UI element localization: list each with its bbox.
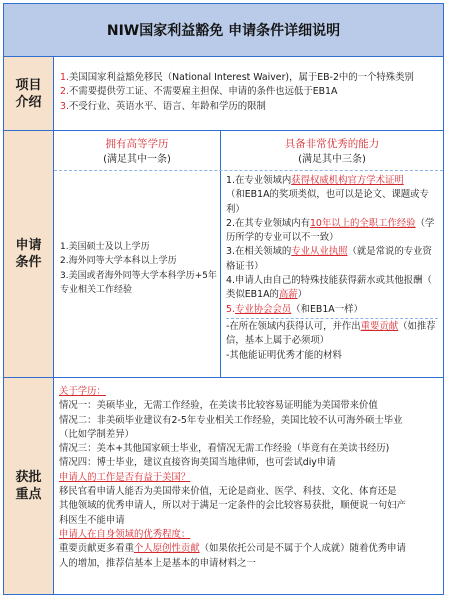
- ability-4-suffix: ）: [297, 289, 308, 301]
- conditions-label-line1: 申请: [15, 238, 42, 253]
- ability-3-line1: [226, 245, 440, 259]
- education-case-2: 情况二：非美硕毕业建议有2-5年专业相关工作经验，美国比较不认可海外硕士毕业: [59, 414, 403, 426]
- benefit-line-3: 科医生不能申请: [59, 514, 125, 526]
- exceptional-ability-heading: 具备非常优秀的能力: [284, 138, 380, 150]
- excellence-line-1: [59, 542, 442, 556]
- intro-content: [60, 71, 440, 114]
- education-case-4: 情况四：博士毕业，建议直接咨询美国当地律师，也可尝试diy申请: [59, 457, 336, 469]
- ability-1-line3: 利）: [226, 203, 245, 215]
- key-label-line2: 重点: [15, 487, 42, 502]
- higher-education-heading: 拥有高等学历: [105, 138, 169, 150]
- ability-1-line2: （和EB1A的奖项类似，也可以是论文、课题或专: [226, 189, 429, 201]
- education-item-3: 3.美国或者海外同等大学本科学历+5年: [60, 270, 217, 281]
- benefit-line-1: 移民官看申请人能否为美国带来价值，无论是商业、医学、科技、文化、体育还是: [59, 486, 397, 498]
- ability-5-line1: [226, 303, 440, 317]
- ability-4-line2: [226, 288, 440, 302]
- education-item-1: 1.美国硕士及以上学历: [60, 242, 150, 252]
- ability-list: [226, 174, 440, 317]
- conditions-column-divider: [220, 131, 221, 377]
- divider-intro: [4, 130, 443, 131]
- conditions-label-line2: 条件: [15, 255, 42, 270]
- intro-item-3-text: 不受行业、英语水平、语言、年龄和学历的限制: [68, 100, 266, 112]
- intro-label-line2: 介绍: [15, 94, 42, 110]
- ability-6-line2: 信，基本上属于必须项）: [226, 335, 330, 347]
- ability-extra-divider: [226, 318, 438, 319]
- key-content: [59, 385, 442, 571]
- ability-2-suffix: （学: [415, 217, 435, 229]
- ability-4-line1: 4.申请人由自己的特殊技能获得薪水或其他报酬（: [226, 275, 432, 287]
- divider-conditions: [4, 377, 443, 378]
- left-column-header: [54, 137, 220, 167]
- ability-5-highlight: 专业协会会员: [234, 303, 292, 315]
- key-label: [4, 378, 54, 594]
- key-label-line1: 获批: [15, 470, 42, 485]
- intro-item-3-num: 3.: [60, 100, 69, 112]
- conditions-header-divider: [54, 170, 443, 171]
- intro-item-2-num: 2.: [60, 86, 69, 98]
- excellence-title: 申请人在自身领域的优秀程度：: [59, 528, 191, 540]
- ability-3-suffix: （就是常说的专业资: [347, 246, 432, 258]
- education-list: [60, 240, 218, 297]
- intro-label-line1: 项目: [15, 77, 42, 93]
- ability-3-prefix: 3.在相关领域的: [226, 246, 292, 258]
- intro-item-3: [60, 100, 440, 114]
- ability-4-prefix: 类似EB1A的: [226, 289, 279, 301]
- excellence-prefix: 重要贡献更多看重: [59, 543, 135, 555]
- ability-extra-list: [226, 320, 440, 363]
- education-case-1: 情况一：美硕毕业，无需工作经验，在美读书比较容易证明能为美国带来价值: [59, 400, 378, 412]
- intro-item-1-text: 美国国家利益豁免移民（National Interest Waiver)，属于EB-2中的一个特殊类别: [68, 72, 414, 83]
- ability-6-prefix: -在所在领域内获得认可，并作出: [226, 321, 361, 332]
- benefit-title: 申请人的工作是否有益于美国？: [59, 471, 191, 483]
- ability-3-line2: 格证书）: [226, 260, 264, 272]
- ability-5-num: 5.: [226, 303, 235, 315]
- excellence-highlight: 个人原创性贡献: [134, 543, 200, 555]
- ability-6-highlight: 重要贡献: [360, 321, 399, 332]
- requirements-sheet: [3, 3, 444, 595]
- education-item-3-cont: 专业相关工作经验: [60, 284, 133, 295]
- page-title: NIW国家利益豁免 申请条件详细说明: [4, 4, 443, 57]
- intro-label: [4, 57, 54, 130]
- ability-2-line2: 历所学的专业可以不一致）: [226, 232, 339, 244]
- ability-2-prefix: 2.在其专业领域内有: [226, 217, 310, 229]
- intro-item-1: [60, 71, 440, 85]
- ability-6-suffix: （如推荐: [398, 321, 436, 332]
- ability-2-highlight: 10年以上的全职工作经验: [309, 217, 416, 229]
- ability-1-prefix: 1.在专业领域内: [226, 175, 292, 186]
- ability-4-highlight: 高薪: [278, 289, 298, 301]
- education-item-2: 2.海外同等大学本科以上学历: [60, 256, 177, 267]
- intro-item-1-num: 1.: [60, 72, 69, 83]
- ability-2-line1: [226, 217, 440, 231]
- benefit-line-2: 其他领域的优秀申请人，所以对于满足一定条件的会比较容易获批，顺便说一句妇产: [59, 500, 406, 512]
- higher-education-subheading: (满足其中一条): [103, 154, 171, 165]
- education-case-3: 情况三：美本+其他国家硕士毕业，看情况无需工作经验（毕竟有在美读书经历): [59, 443, 390, 455]
- ability-3-highlight: 专业从业执照: [291, 246, 348, 258]
- ability-6-line1: [226, 320, 440, 334]
- ability-7: -其他能证明优秀才能的材料: [226, 349, 342, 361]
- right-column-header: [221, 137, 443, 167]
- excellence-line-2: 人的增加，推荐信基本上是基本的申请材料之一: [59, 557, 256, 569]
- conditions-label: [4, 131, 54, 377]
- ability-5-suffix: （和EB1A一样）: [291, 303, 363, 315]
- intro-item-2: [60, 85, 440, 99]
- education-case-2-cont: （比如学制差异）: [59, 428, 135, 440]
- intro-item-2-text: 不需要提供劳工证、不需要雇主担保、申请的条件也远低于EB1A: [68, 86, 338, 98]
- excellence-suffix: （如果依托公司是不属于个人成就）随着优秀申请: [199, 543, 406, 555]
- ability-1-line1: [226, 174, 440, 188]
- education-title: 关于学历：: [59, 386, 106, 397]
- exceptional-ability-subheading: (满足其中三条): [298, 154, 366, 165]
- ability-1-highlight: 获得权威机构官方学术证明: [291, 175, 404, 186]
